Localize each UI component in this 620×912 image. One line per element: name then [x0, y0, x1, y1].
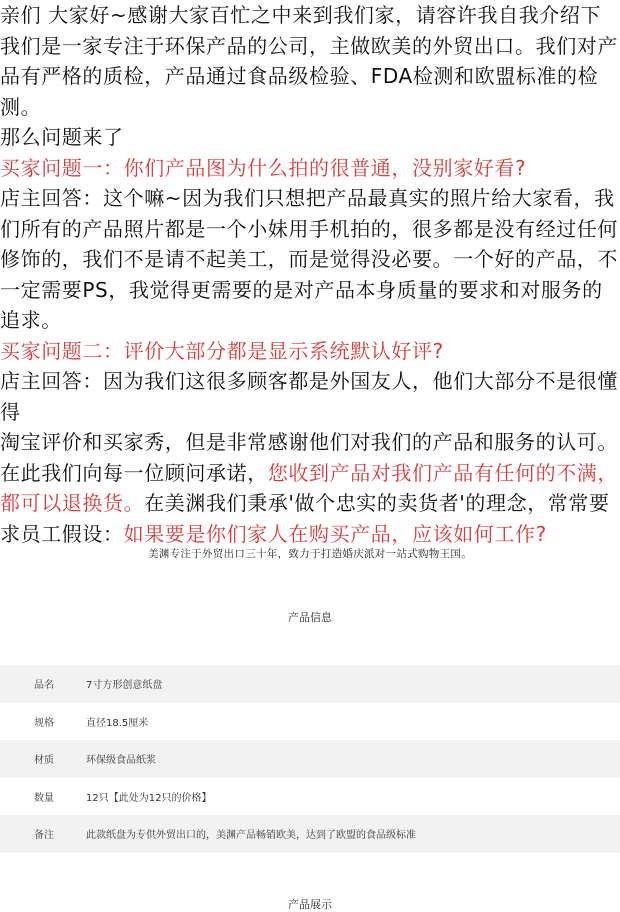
- spec-value: 直径18.5厘米: [86, 717, 149, 729]
- spec-key: 备注: [34, 830, 54, 842]
- shop-answer-2-promise: [0, 458, 620, 550]
- promise-family-text: 如果要是你们家人在购买产品，应该如何工作?: [123, 521, 547, 546]
- buyer-question-1: 买家问题一：你们产品图为什么拍的很普通，没别家好看?: [0, 155, 527, 180]
- spec-key: 材质: [34, 755, 54, 767]
- shop-answer-1: 店主回答：这个嘛~因为我们只想把产品最真实的照片给大家看，我们所有的产品照片都是一个小妹用手机拍的，很多都是没有经过任何修饰的，我们不是请不起美工，而是觉得没必要。一个好的产品，不一定需要PS，我觉得更需要的是对产品本身质量的要求和对服务的追求。: [0, 186, 618, 332]
- shop-answer-2-line2: 淘宝评价和买家秀，但是非常感谢他们对我们的产品和服务的认可。: [0, 430, 618, 454]
- spec-value: 12只【此处为12只的价格】: [86, 792, 212, 804]
- question-lead: 那么问题来了: [0, 125, 124, 149]
- spec-row: [0, 815, 620, 853]
- spec-value: 7寸方形创意纸盘: [86, 680, 163, 692]
- spec-key: 数量: [34, 792, 54, 804]
- product-display-title: 产品展示: [288, 898, 332, 911]
- promise-prefix: 在此我们向每一位顾问承诺，: [0, 460, 268, 485]
- shop-answer-2-line1: 店主回答：因为我们这很多顾客都是外国友人，他们大部分不是很懂得: [0, 369, 618, 424]
- spec-key: 品名: [34, 680, 54, 692]
- spec-table: [0, 665, 620, 853]
- buyer-question-2: 买家问题二：评价大部分都是显示系统默认好评?: [0, 338, 444, 363]
- product-info-title: 产品信息: [288, 611, 332, 624]
- brand-slogan: 美渊专注于外贸出口三十年，致力于打造婚庆派对一站式购物王国。: [148, 548, 472, 560]
- spec-row: [0, 703, 620, 741]
- spec-value: 环保级食品纸浆: [86, 755, 156, 767]
- promise-philosophy: 在美渊我们秉承'做个忠实的卖货者'的理念，常常要求员工假设：: [0, 491, 610, 546]
- intro-paragraph: 亲们 大家好~感谢大家百忙之中来到我们家，请容许我自我介绍下我们是一家专注于环保产品的公司，主做欧美的外贸出口。我们对产品有严格的质检，产品通过食品级检验、FDA检测和欧盟标准的检测。: [0, 3, 618, 119]
- promise-return-text: 您收到产品对我们产品有任何的不满，都可以退换货。: [0, 460, 619, 515]
- spec-key: 规格: [34, 717, 54, 729]
- spec-row: [0, 665, 620, 703]
- spec-row: [0, 778, 620, 816]
- spec-value: 此款纸盘为专供外贸出口的，美渊产品畅销欧美，达到了欧盟的食品级标准: [86, 830, 416, 842]
- spec-row: [0, 740, 620, 778]
